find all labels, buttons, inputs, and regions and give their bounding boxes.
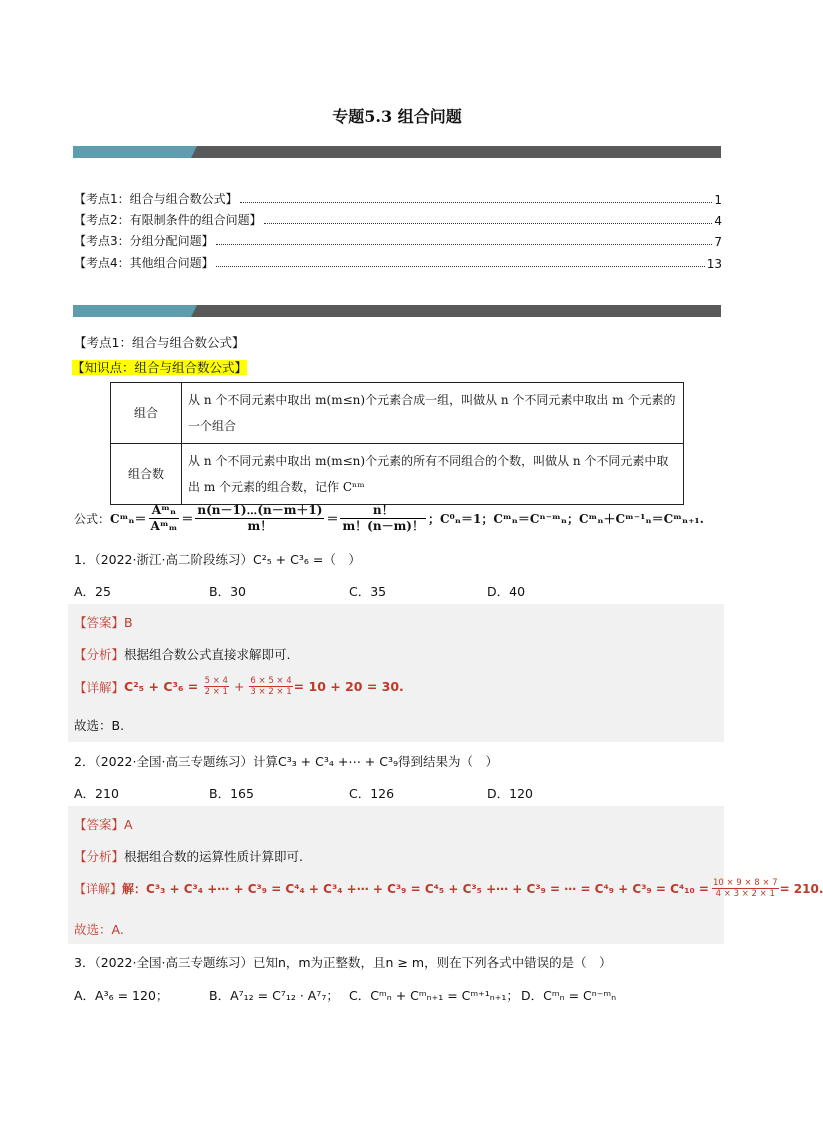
toc-item[interactable] (74, 231, 722, 249)
table-cell: 从 n 个不同元素中取出 m(m≤n)个元素合成一组，叫做从 n 个不同元素中取出 m 个元素的一个组合 (182, 383, 684, 444)
definition-table (110, 382, 684, 505)
option-a[interactable]: A．A³₆ = 120； (74, 988, 169, 1003)
option-d[interactable]: D．40 (487, 584, 526, 599)
option-d[interactable]: D．Cᵐₙ = Cⁿ⁻ᵐₙ (521, 988, 617, 1003)
detail-line: 【详解】 C²₅ + C³₆ = $\frac{5 \times 4}{2 \times 1}$ + $\frac{6 \times 5 \times 4}{3 \times 2 \times 1}$ = 10 + 20 = 30. (74, 676, 404, 697)
option-d[interactable]: D．120 (487, 786, 533, 801)
toc-page: 13 (706, 257, 722, 271)
option-a[interactable]: A．25 (74, 584, 111, 599)
answer-value: A (124, 817, 133, 832)
toc-item[interactable] (74, 189, 722, 207)
toc-item[interactable] (74, 253, 722, 271)
toc-label: 【考点4：其他组合问题】 (74, 256, 214, 270)
answer-box (68, 604, 724, 742)
option-a[interactable]: A．210 (74, 786, 119, 801)
toc-label: 【考点1：组合与组合数公式】 (74, 192, 238, 206)
option-c[interactable]: C．Cᵐₙ + Cᵐₙ₊₁ = Cᵐ⁺¹ₙ₊₁； (349, 988, 519, 1003)
formula-frac: n(n－1)⋯(n－m＋1) m！ (197, 502, 323, 533)
table-head: 组合 (111, 383, 182, 444)
option-b[interactable]: B．30 (209, 584, 246, 599)
question-stem: 1．（2022·浙江·高二阶段练习）C²₅ + C³₆ =（ ） (74, 552, 361, 567)
section-band (73, 305, 721, 317)
choice-line: 故选：B. (74, 718, 125, 733)
answer-value: B (124, 615, 133, 630)
analysis-line: 【分析】根据组合数公式直接求解即可. (74, 647, 291, 662)
formula-props: ；C⁰ₙ＝1；Cᵐₙ＝Cⁿ⁻ᵐₙ；Cᵐₙ＋Cᵐ⁻¹ₙ＝Cᵐₙ₊₁. (427, 511, 704, 526)
toc-page: 7 (714, 235, 722, 249)
formula-line: 公式： Cᵐₙ＝ Aᵐₙ Aᵐₘ ＝ n(n－1)⋯(n－m＋1) m！ ＝ n！ m！(n－m)！ ；C⁰ₙ＝1；Cᵐₙ＝Cⁿ⁻ᵐₙ；Cᵐₙ＋Cᵐ⁻¹ₙ＝Cᵐₙ₊₁. (74, 502, 704, 533)
table-row (111, 383, 684, 444)
option-b[interactable]: B．A⁷₁₂ = C⁷₁₂ · A⁷₇； (209, 988, 339, 1003)
section-heading: 【考点1：组合与组合数公式】 (74, 335, 245, 350)
choice-line: 故选：A. (74, 922, 124, 937)
toc-page: 1 (714, 193, 722, 207)
table-cell: 从 n 个不同元素中取出 m(m≤n)个元素的所有不同组合的个数，叫做从 n 个不同元素中取出 m 个元素的组合数，记作 Cⁿᵐ (182, 444, 684, 505)
detail-line: 【详解】 解：C³₃ + C³₄ +⋯ + C³₉ = C⁴₄ + C³₄ +⋯ + C³₉ = C⁴₅ + C³₅ +⋯ + C³₉ = ⋯ = C⁴₉ + C³₉ = C⁴₁₀ = $\frac{10 \times 9 \times 8 \times 7}{4 \times 3 \times 2 \times 1}$ = 210. (74, 878, 823, 899)
answer-line: 【答案】A (74, 817, 133, 832)
question-stem: 3．（2022·全国·高三专题练习）已知n，m为正整数，且n ≥ m，则在下列各式中错误的是（ ） (74, 955, 612, 970)
option-c[interactable]: C．35 (349, 584, 387, 599)
header-band (73, 146, 721, 158)
formula-frac: n！ m！(n－m)！ (342, 502, 424, 533)
answer-line: 【答案】B (74, 615, 133, 630)
formula-frac: Aᵐₙ Aᵐₘ (150, 502, 178, 533)
table-row (111, 444, 684, 505)
toc-label: 【考点3：分组分配问题】 (74, 234, 214, 248)
analysis-line: 【分析】根据组合数的运算性质计算即可. (74, 849, 303, 864)
formula-lhs: Cᵐₙ＝ (110, 511, 147, 526)
option-b[interactable]: B．165 (209, 786, 254, 801)
option-c[interactable]: C．126 (349, 786, 395, 801)
toc-label: 【考点2：有限制条件的组合问题】 (74, 213, 262, 227)
knowledge-label: 【知识点：组合与组合数公式】 (72, 360, 248, 375)
toc-item[interactable] (74, 210, 722, 228)
answer-box (68, 806, 823, 944)
toc-page: 4 (714, 214, 722, 228)
page-title: 专题5.3 组合问题 (332, 107, 462, 126)
table-head: 组合数 (111, 444, 182, 505)
question-stem: 2．（2022·全国·高三专题练习）计算C³₃ + C³₄ +⋯ + C³₉得到结果为（ ） (74, 754, 498, 769)
